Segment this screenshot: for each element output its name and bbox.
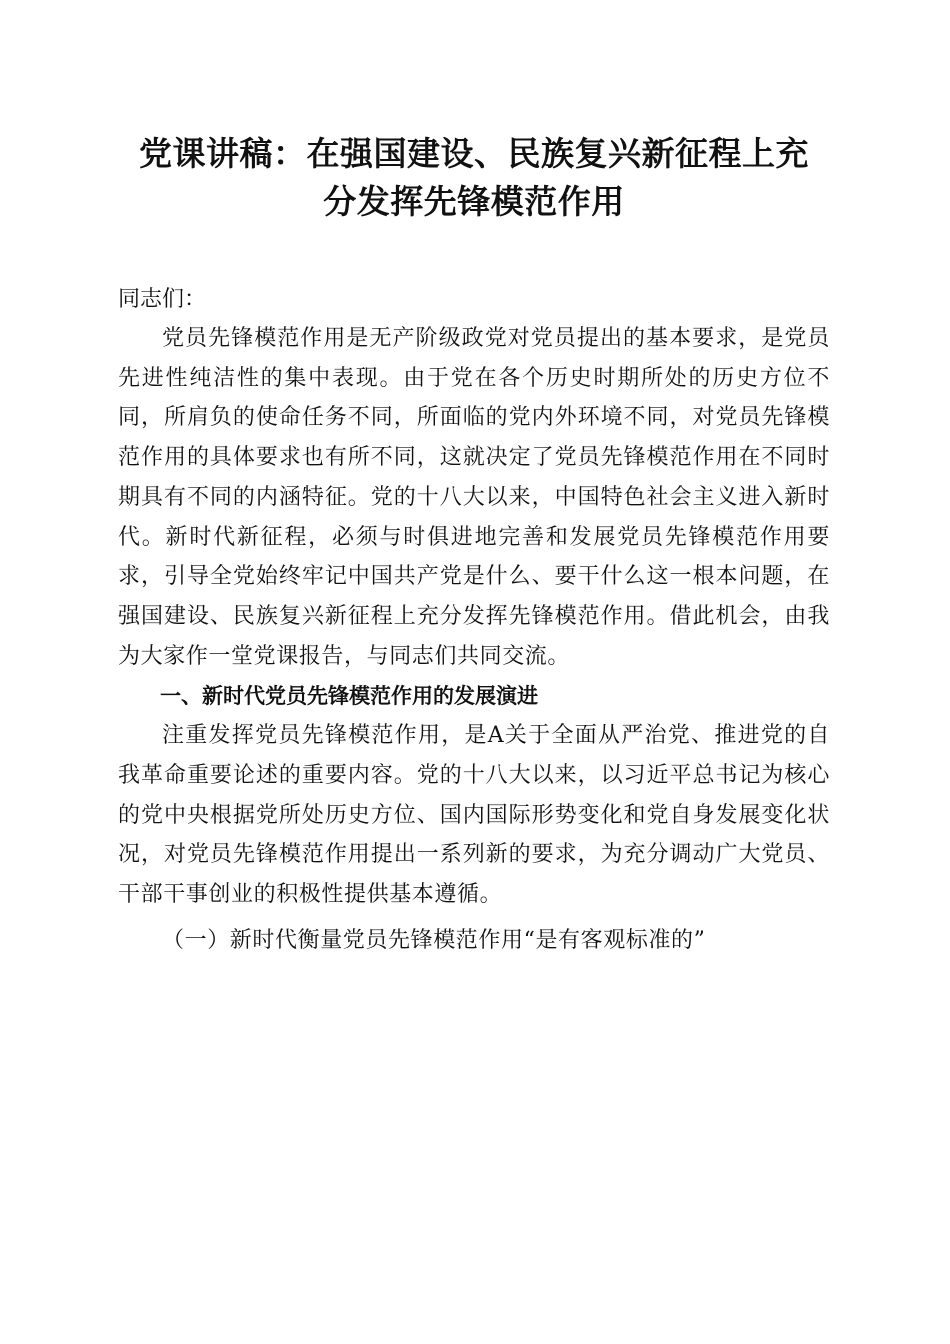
section-heading-1: 一、新时代党员先锋模范作用的发展演进 (160, 684, 538, 709)
section-1-paragraph: 注重发挥党员先锋模范作用，是A关于全面从严治党、推进党的自我革命重要论述的重要内容。党的十八大以来，以习近平总书记为核心的党中央根据党所处历史方位、国内国际形势变化和党自身发展变化状况，对党员先锋模范作用提出一系列新的要求，为充分调动广大党员、干部干事创业的积极性提供基本遵循。 (118, 723, 830, 908)
intro-paragraph: 党员先锋模范作用是无产阶级政党对党员提出的基本要求，是党员先进性纯洁性的集中表现。由于党在各个历史时期所处的历史方位不同，所肩负的使命任务不同，所面临的党内外环境不同，对党员先锋模范作用的具体要求也有所不同，这就决定了党员先锋模范作用在不同时期具有不同的内涵特征。党的十八大以来，中国特色社会主义进入新时代。新时代新征程，必须与时俱进地完善和发展党员先锋模范作用要求，引导全党始终牢记中国共产党是什么、要干什么这一根本问题，在强国建设、民族复兴新征程上充分发挥先锋模范作用。借此机会，由我为大家作一堂党课报告，与同志们共同交流。 (118, 326, 830, 669)
title-line-2: 分发挥先锋模范作用 (323, 182, 625, 221)
document-title (118, 130, 830, 226)
subsection-heading-1: （一）新时代衡量党员先锋模范作用“是有客观标准的” (162, 927, 706, 953)
document-page (118, 130, 830, 961)
salutation: 同志们： (118, 287, 207, 312)
title-line-1: 党课讲稿：在强国建设、民族复兴新征程上充 (139, 134, 809, 173)
